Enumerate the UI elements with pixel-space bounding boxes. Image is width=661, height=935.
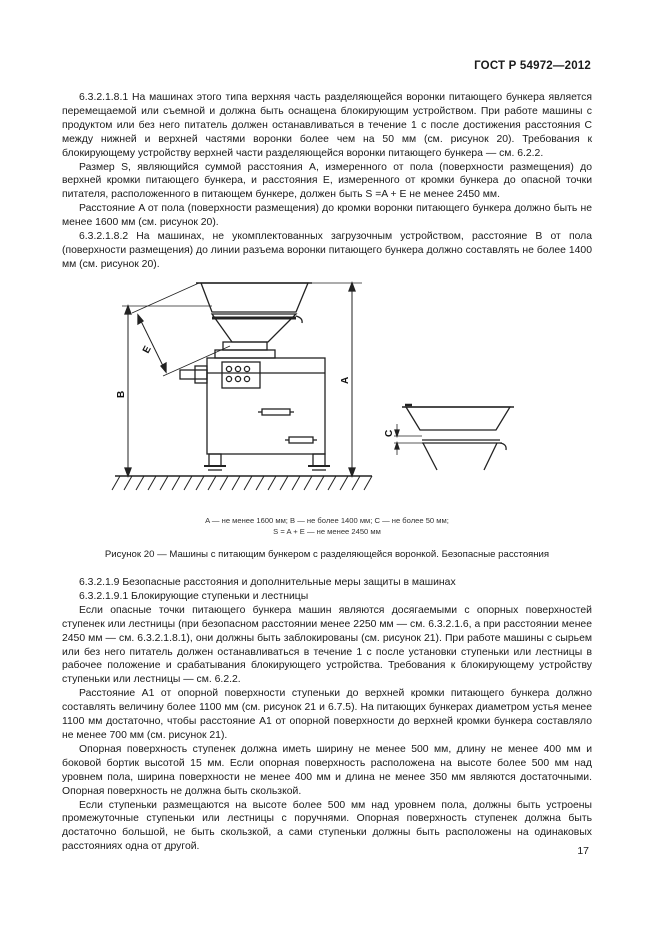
page-number: 17 <box>577 845 589 857</box>
paragraph: Опорная поверхность ступенек должна иметь ширину не менее 500 мм, длину не менее 400 мм и боковой бортик высотой 15 мм. Если опорная поверхность расположена на высоте более 500 мм над уровнем пола, ширина поверхности не менее 400 мм и длина не менее 350 мм являются достаточными. Опорная поверхность не должна быть скользкой. <box>62 743 592 797</box>
legend-line: S = A + E — не менее 2450 мм <box>273 527 381 536</box>
paragraph: Расстояние A1 от опорной поверхности ступеньки до верхней кромки питающего бункера должно составлять величину более 1100 мм (см. рисунок 21 и 6.7.5). На питающих бункерах диаметром устья менее 1100 мм достаточно, чтобы расстояние A1 от опорной поверхности до верхней кромки бункера составляло не менее 700 мм (см. рисунок 21). <box>62 688 592 741</box>
figure-title: Рисунок 20 — Машины с питающим бункером с разделяющейся воронкой. Безопасные расстояния <box>104 549 550 560</box>
label-c: C <box>384 429 395 437</box>
control-panel <box>222 362 260 388</box>
label-a: A <box>340 376 351 384</box>
label-b: B <box>116 390 127 398</box>
text-block-bottom <box>62 576 592 854</box>
paragraph: 6.3.2.1.8.1 На машинах этого типа верхняя часть разделяющейся воронки питающего бункера является перемещаемой или съемной и должна быть оснащена блокирующим устройством. При работе машины с продуктом или без него питатель должен останавливаться в течение 1 с после достижения расстояния C между нижней и верхней частями воронки более чем на 50 мм (см. рисунок 20). Требования к блокирующему устройству верхней части разделяющейся воронки питающего бункера — см. 6.2.2. <box>62 92 592 159</box>
paragraph: 6.3.2.1.9.1 Блокирующие ступеньки и лестницы <box>79 590 309 602</box>
standard-code: ГОСТ Р 54972—2012 <box>474 60 591 72</box>
legend-line: A — не менее 1600 мм; B — не более 1400 мм; C — не более 50 мм; <box>205 516 449 525</box>
figure-legend <box>62 515 592 537</box>
funnel-detail <box>394 405 514 470</box>
paragraph: 6.3.2.1.8.2 На машинах, не укомплектованных загрузочным устройством, расстояние B от пола (поверхности размещения) до линии разъема воронки питающего бункера должно составлять не более 1400 мм (см. рисунок 20). <box>62 231 592 270</box>
paragraph: Если опасные точки питающего бункера машин являются досягаемыми с опорных поверхностей ступенек или лестницы (при безопасном расстоянии менее 2250 мм — см. 6.3.2.1.6, а при расстоянии менее 2450 мм — см. 6.3.2.1.8.1), они должны быть заблокированы (см. рисунок 21). При работе машины с сырьем или без него питатель должен останавливаться в течение 1 с после установки ступеньки или лестницы в рабочее положение и срабатывания блокирующего устройства. Требования к блокирующему устройству ступеньки или лестницы — см. 6.2.2. <box>62 604 592 686</box>
floor-hatch <box>112 476 372 490</box>
paragraph: Размер S, являющийся суммой расстояния A, измеренного от пола (поверхности размещения) до верхней кромки питающего бункера, и расстояния E, измеренного от кромки бункера до опасной точки питателя, расположенного в питающем бункере, должен быть S =A + E не менее 2450 мм. <box>62 161 592 201</box>
hopper-upper <box>201 283 308 312</box>
paragraph: 6.3.2.1.9 Безопасные расстояния и дополнительные меры защиты в машинах <box>79 577 456 588</box>
label-e: E <box>140 344 154 356</box>
paragraph: Если ступеньки размещаются на высоте более 500 мм над уровнем пола, должны быть устроены промежуточные ступеньки или лестницы с поручнями. Опорная поверхность ступенек должна быть достаточно большой, не быть скользкой, а сами ступеньки должны быть расположены на одинаковых расстояниях одна от другой. <box>62 799 592 853</box>
paragraph: Расстояние A от пола (поверхности размещения) до кромки воронки питающего бункера должно быть не менее 1600 мм (см. рисунок 20). <box>62 203 592 229</box>
